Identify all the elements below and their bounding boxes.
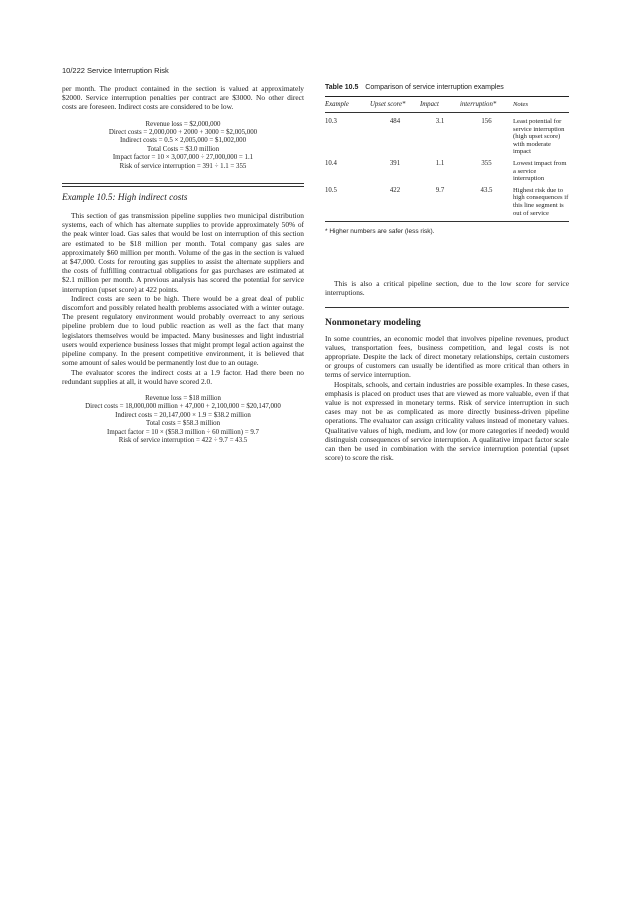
cell-example: 10.3 — [325, 118, 337, 125]
table-row — [325, 113, 569, 156]
left-paragraph-2: This section of gas transmission pipeline supplies two municipal distribution systems, each of which has alternate supplies to provide approximately 50% of the peak winter load. Gas sales that would be lost on interruption of this section are estimated to be $18 million per month. Total company gas sales are approximately $60 million per month. Volume of the gas in the section is valued at $47,000. Costs for rerouting gas supplies to assist the alternate suppliers and the costs of fulfilling contractual obligations for gas purchases are estimated at $2.1 million per month. A previous analysis has scored the potential for service interruption (upset score) at 422 points. — [62, 211, 304, 294]
calc1-risk: Risk of service interruption = 391 ÷ 1.1 = 355 — [119, 162, 247, 170]
cell-interruption: 355 — [481, 159, 492, 167]
calc1-impact-factor: Impact factor = 10 × 3,007,000 ÷ 27,000,000 = 1.1 — [112, 154, 254, 162]
calc2-impact-factor: Impact factor = 10 × ($58.3 million ÷ 60 million) = 9.7 — [107, 428, 259, 436]
cell-upset: 422 — [389, 186, 401, 194]
left-column — [62, 84, 304, 445]
right-column — [325, 84, 569, 462]
cell-example: 10.5 — [325, 186, 337, 194]
table-row — [325, 183, 569, 217]
cell-upset: 391 — [389, 159, 401, 167]
cell-notes: Lowest impact from a service interruption — [513, 159, 567, 183]
cell-impact: 1.1 — [435, 159, 445, 167]
right-paragraph-1: This is also a critical pipeline section, due to the low score for service interruptions. — [325, 279, 569, 298]
calc1-indirect-costs: Indirect costs = 0.5 × 2,005,000 = $1,002,000 — [119, 137, 247, 145]
header-example: Example — [325, 97, 370, 113]
calc2-direct-costs: Direct costs = 18,000,000 million + 47,000 + 2,100,000 = $20,147,000 — [85, 403, 281, 411]
left-paragraph-4: The evaluator scores the indirect costs at a 1.9 factor. Had there been no redundant supplies at all, it would have scored 2.0. — [62, 367, 304, 386]
cell-interruption: 156 — [481, 118, 492, 125]
example-rule-top — [62, 183, 304, 184]
cell-impact: 3.1 — [435, 118, 445, 125]
table-rule-bottom — [325, 221, 569, 222]
calculation-block-1 — [62, 121, 304, 171]
cell-interruption: 43.5 — [480, 186, 493, 194]
example-rule-top-2 — [62, 186, 304, 187]
calc1-revenue-loss: Revenue loss = $2,000,000 — [145, 120, 221, 128]
table-footnote: * Higher numbers are safer (less risk). — [325, 228, 435, 236]
section-rule — [325, 307, 569, 308]
running-head: 10/222 Service Interruption Risk — [62, 66, 169, 75]
header-interruption: interruption* — [460, 97, 513, 113]
cell-notes: Highest risk due to high consequences if this line segment is out of service — [513, 186, 569, 217]
calculation-block-2 — [62, 395, 304, 445]
calc1-direct-costs: Direct costs = 2,000,000 + 2000 + 3000 = $2,005,000 — [108, 129, 258, 137]
right-paragraph-2: In some countries, an economic model that involves pipeline revenues, product values, transportation fees, business competition, and legal costs is not appropriate. Despite the lack of direct monetary relationships, certain customers or groups of customers can usually be identified as more critical than others in terms of service interruption. — [325, 333, 569, 380]
cell-upset: 484 — [389, 118, 401, 125]
cell-impact: 9.7 — [435, 186, 445, 194]
calc2-total-costs: Total costs = $58.3 million — [145, 420, 221, 428]
table-row — [325, 156, 569, 183]
section-heading: Nonmonetary modeling — [325, 317, 421, 328]
header-notes: Notes — [513, 97, 569, 113]
table-caption — [325, 84, 569, 91]
calc2-indirect-costs: Indirect costs = 20,147,000 × 1.9 = $38.2 million — [115, 411, 251, 419]
calc1-total-costs: Total Costs = $3.0 million — [146, 145, 220, 153]
calc2-revenue-loss: Revenue loss = $18 million — [145, 394, 221, 402]
left-paragraph-1: per month. The product contained in the section is valued at approximately $2000. Service interruption penalties per contract are $3000. No other direct costs are foreseen. Indirect costs are considered to be low. — [62, 84, 304, 112]
header-upset-score: Upset score* — [370, 97, 420, 113]
cell-example: 10.4 — [325, 159, 337, 167]
table-header-row — [325, 97, 569, 113]
cell-notes: Least potential for service interruption (high upset score) with moderate impact — [513, 118, 565, 156]
comparison-table — [325, 97, 569, 217]
example-title: Example 10.5: High indirect costs — [62, 192, 188, 203]
left-paragraph-3: Indirect costs are seen to be high. There would be a great deal of public discomfort and possibly related health problems associated with a winter outage. The present regulatory environment would probably overreact to any serious pipeline problem due to loud public reaction as well as the fact that many legislators themselves would be impacted. Many businesses and light industrial users would experience business losses that might prompt legal action against the pipeline company. In the present competitive environment, it is believed that some amount of sales would be permanently lost due to an outage. — [62, 293, 304, 368]
calc2-risk: Risk of service interruption = 422 ÷ 9.7 = 43.5 — [118, 436, 248, 444]
right-text-block — [325, 279, 569, 462]
table-number: Table 10.5 — [325, 84, 359, 91]
header-impact: Impact — [420, 97, 460, 113]
right-paragraph-3: Hospitals, schools, and certain industries are possible examples. In these cases, emphasis is placed on product uses that are viewed as more valuable, even if that value is not expressed in monetary terms. Risk of service interruption in such cases may not be as complicated as more directly business-driven pipeline operations. The evaluator can assign criticality values instead of monetary values. Qualitative values of high, medium, and low (or more categories if needed) would distinguish consequences of service interruption. A qualitative impact factor scale can then be used in combination with the service interruption potential (upset score) to score the risk. — [325, 379, 569, 463]
table-caption-text: Comparison of service interruption examples — [365, 84, 504, 91]
